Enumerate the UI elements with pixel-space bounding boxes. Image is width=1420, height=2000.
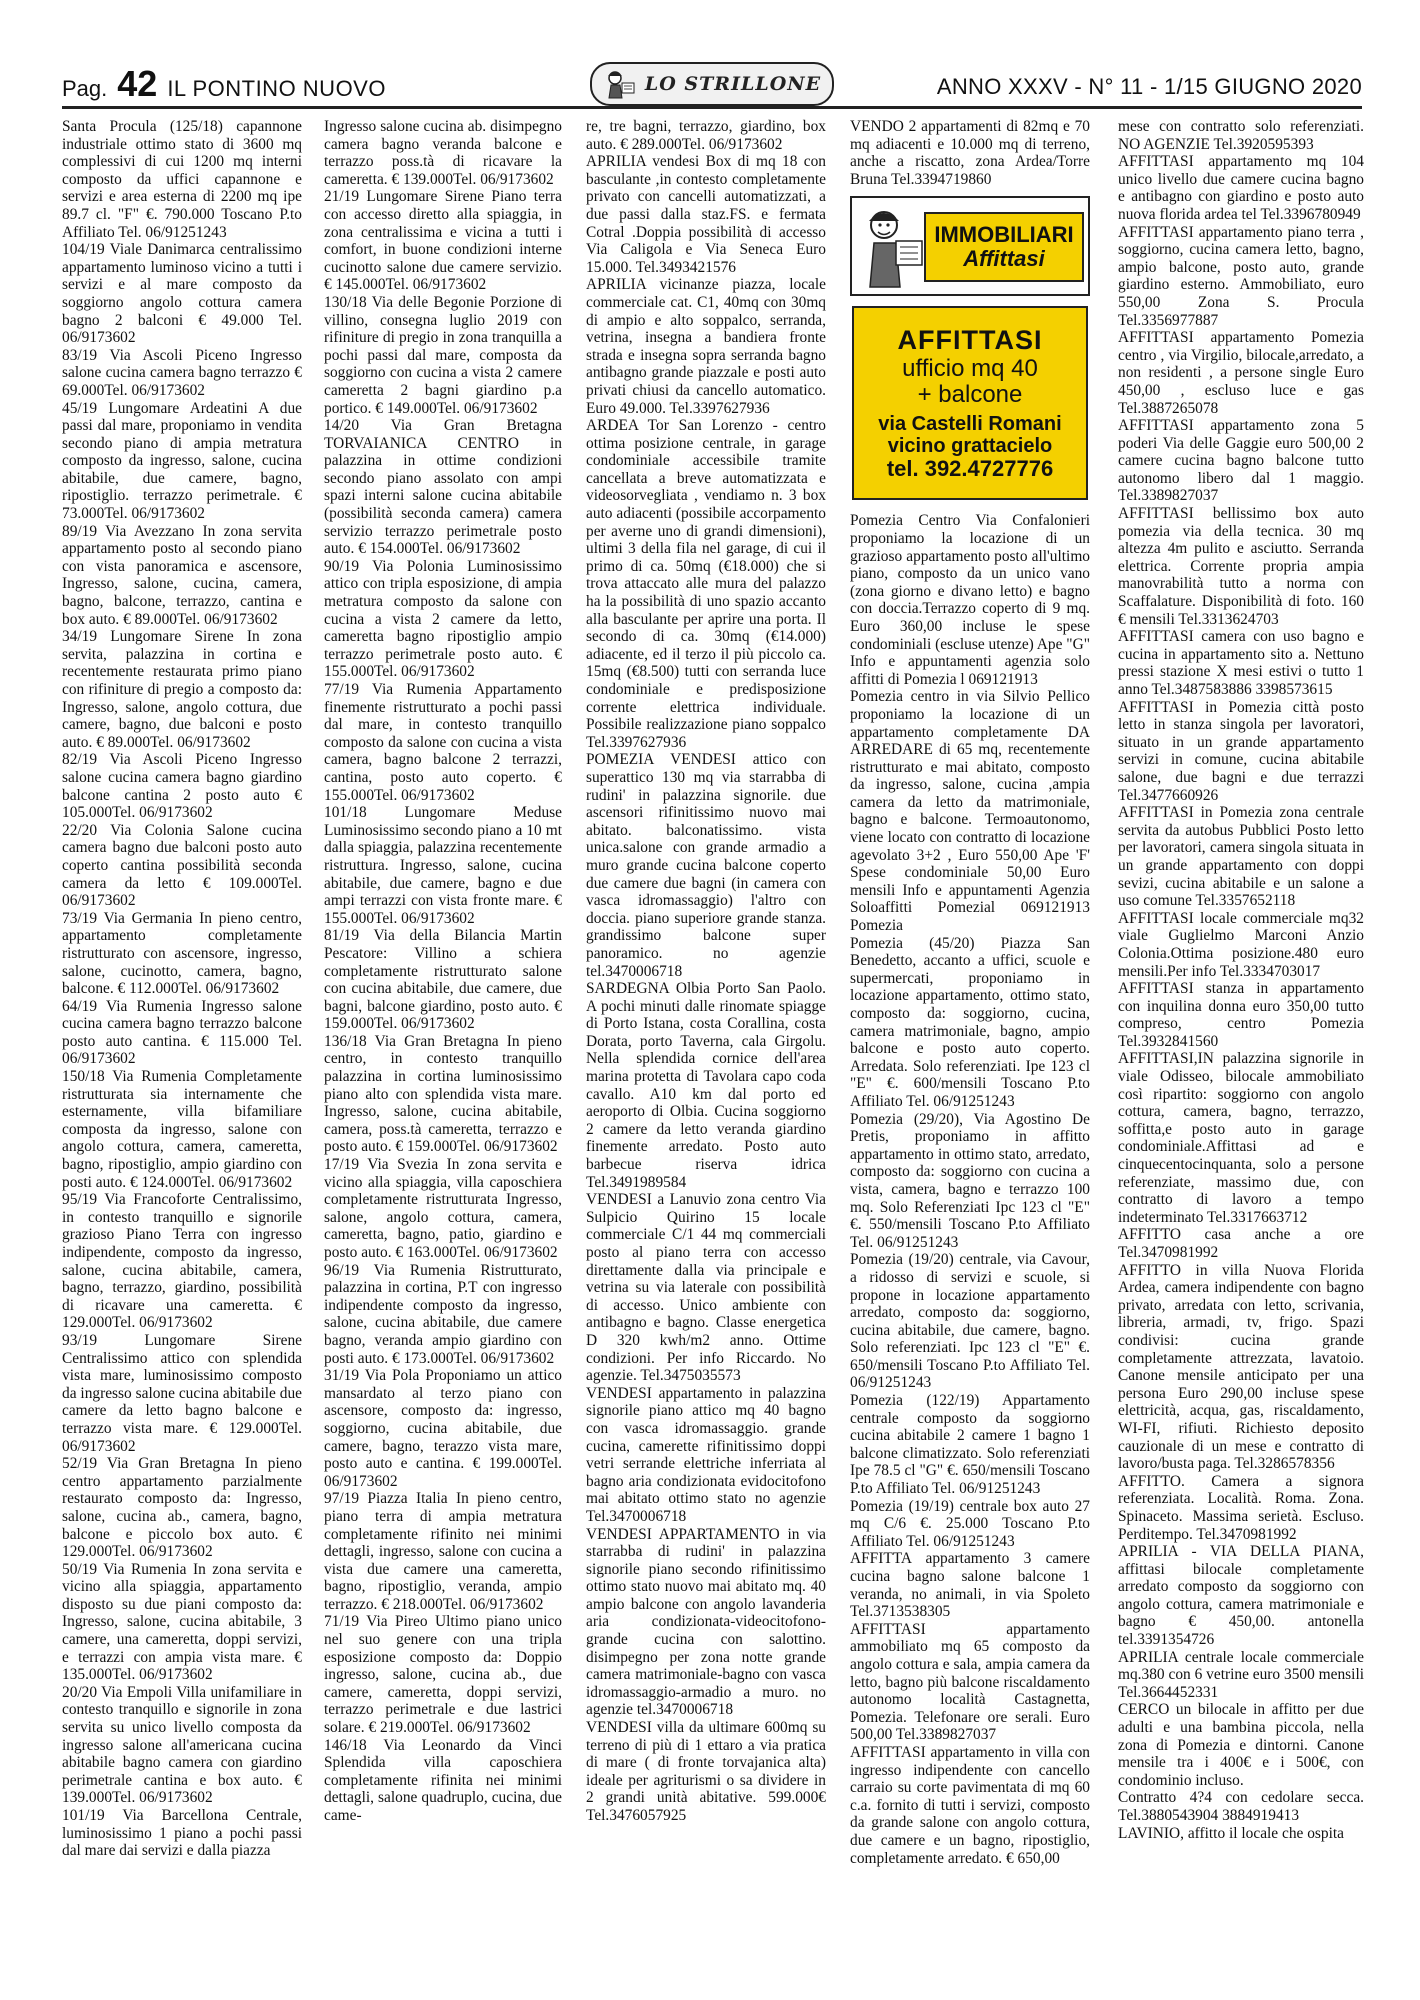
listing-entry: APRILIA centrale locale commerciale mq.380 con 6 vetrine euro 3500 mensili Tel.3664452331 xyxy=(1118,1648,1364,1701)
listings-column-2 xyxy=(324,118,562,1825)
listing-entry: AFFITTASI,IN palazzina signorile in viale Odisseo, bilocale ammobiliato così ripartito: soggiorno con angolo cottura, camera, bagno, terrazzo, soffitta,e posto auto in garage condominiale.Affittasi ad e cinquecentocinquanta, solo a persone referenziate, massimo due, con contratto di lavoro a tempo indeterminato Tel.3317663712 xyxy=(1118,1050,1364,1226)
logo-text: LO STRILLONE xyxy=(644,73,822,95)
listing-entry: 22/20 Via Colonia Salone cucina camera bagno due balconi posto auto coperto cantina possibilità seconda camera da letto € 109.000Tel. 06/9173602 xyxy=(62,821,302,910)
column-4 xyxy=(850,118,1090,1978)
listing-entry: AFFITTASI appartamento Pomezia centro , via Virgilio, bilocale,arredato, a non residenti , a persone single Euro 450,00 , escluso luce e gas Tel.3887265078 xyxy=(1118,329,1364,417)
listings-column-5 xyxy=(1118,118,1364,1842)
listing-entry: 104/19 Viale Danimarca centralissimo appartamento luminoso vicino a tutti i servizi e al mare composto da soggiorno angolo cottura camera bagno 2 balconi € 49.000 Tel. 06/9173602 xyxy=(62,241,302,347)
listing-entry: 101/18 Lungomare Meduse Luminosissimo secondo piano a 10 mt dalla spiaggia, palazzina recentemente ristruttura. Ingresso, salone, cucina abitabile, due camere, bagno e due ampi terrazzi con vista fronte mare. € 155.000Tel. 06/9173602 xyxy=(324,804,562,927)
column-5 xyxy=(1118,118,1364,1978)
office-rental-ad xyxy=(852,306,1088,500)
listing-entry: AFFITTO. Camera a signora referenziata. Località. Roma. Zona. Spinaceto. Massima serietà. Escluso. Perditempo. Tel.3470981992 xyxy=(1118,1472,1364,1543)
listing-entry: Contratto 4?4 con cedolare secca. Tel.3880543904 3884919413 xyxy=(1118,1789,1364,1824)
listing-entry: AFFITTASI in Pomezia zona centrale servita da autobus Pubblici Posto letto per lavoratori, camera singola situata in un grande appartamento con doppi sevizi, cucina abitabile e un salone a uso comune Tel.3357652118 xyxy=(1118,804,1364,910)
ad-title: AFFITTASI xyxy=(897,325,1043,356)
listing-entry: 31/19 Via Pola Proponiamo un attico mansardato al terzo piano con ascensore, composto da: ingresso, soggiorno, cucina abitabile, due camere, bagno, terazzo vista mare, posto auto e cantina. € 199.000Tel. 06/9173602 xyxy=(324,1367,562,1490)
listing-entry: 89/19 Via Avezzano In zona servita appartamento posto al secondo piano con vista panoramica e ascensore, Ingresso, salone, cucina, camera, bagno, balcone, terrazzo, cantina e box auto. € 89.000Tel. 06/9173602 xyxy=(62,522,302,628)
listing-entry: Pomezia Centro Via Confalonieri proponiamo la locazione di un grazioso appartamento posto all'ultimo piano, composto da un unico vano (zona giorno e divano letto) e bagno con doccia.Terrazzo coperto di 9 mq. Euro 360,00 incluse le spese condominiali (escluse utenze) Ape "G" Info e appuntamenti agenzia solo affitti di Pomezia l 069121913 xyxy=(850,512,1090,688)
listing-entry: VENDESI APPARTAMENTO in via starrabba di rudini' in palazzina signorile piano secondo rifinitissimo ottimo stato nuovo mai abitato mq. 40 ampio balcone con angolo lavanderia aria condizionata-videocitofono- grande cucina con salottino. disimpegno per zona notte grande camera matrimoniale-bagno con vasca idromassaggio-armadio a muro. no agenzie tel.3470006718 xyxy=(586,1525,826,1719)
listing-entry: 95/19 Via Francoforte Centralissimo, in contesto tranquillo e signorile grazioso Piano Terra con ingresso indipendente, composto da ingresso, salone, cucina abitabile, camera, bagno, terrazzo, giardino, possibilità di ricavare una cameretta. € 129.000Tel. 06/9173602 xyxy=(62,1191,302,1332)
listing-entry: Ingresso salone cucina ab. disimpegno camera bagno veranda balcone e terrazzo poss.tà di ricavare la cameretta. € 139.000Tel. 06/9173602 xyxy=(324,118,562,188)
page-number: 42 xyxy=(117,63,158,104)
listing-entry: 97/19 Piazza Italia In pieno centro, piano terra di ampia metratura completamente rifinito nei minimi dettagli, ingresso, salone con cucina a vista due camere una cameretta, bagno, ripostiglio, veranda, ampio terrazzo. € 218.000Tel. 06/9173602 xyxy=(324,1490,562,1613)
listing-entry: Pomezia (29/20), Via Agostino De Pretis, proponiamo in affitto appartamento in ottimo stato, arredato, composto da: soggiorno con cucina a vista, camera, bagno e terrazzo 100 mq. Solo Referenziati Ipc 123 cl "E" €. 550/mensili Toscano P.to Affiliato Tel. 06/91251243 xyxy=(850,1110,1090,1251)
listing-entry: Pomezia (19/20) centrale, via Cavour, a ridosso di servizi e scuole, si propone in locazione appartamento arredato, composto da: soggiorno, cucina abitabile, due camere, bagno. Solo referenziati. Ipc 123 cl "E" €. 650/mensili Toscano P.to Affiliato Tel. 06/91251243 xyxy=(850,1251,1090,1392)
listing-entry: Santa Procula (125/18) capannone industriale ottimo stato di 3600 mq complessivi di cui 1200 mq interni composto da uffici capannone e servizi e area esterna di 2200 mq ipe 89.7 cl. "F" €. 790.000 Toscano P.to Affiliato Tel. 06/91251243 xyxy=(62,118,302,241)
page-label: Pag. xyxy=(62,76,108,101)
listing-entry: Pomezia centro in via Silvio Pellico proponiamo la locazione di un appartamento completamente DA ARREDARE di 65 mq, recentemente ristrutturato e mai abitato, composto da ingresso, salone, cucina ,ampia camera da letto da matrimoniale, bagno e balcone. Termoautonomo, viene locato con contratto di locazione agevolato 3+2 , Euro 550,00 Ape 'F' Spese condominiale 50,00 Euro mensili Info e appuntamenti Agenzia Soloaffitti Pomezial 069121913 Pomezia xyxy=(850,688,1090,935)
newsboy-icon xyxy=(856,203,926,289)
listing-entry: 146/18 Via Leonardo da Vinci Splendida villa caposchiera completamente rifinita nei minimi dettagli, salone quadruplo, cucina, due came- xyxy=(324,1736,562,1824)
strillone-logo xyxy=(590,62,834,106)
listing-entry: 136/18 Via Gran Bretagna In pieno centro, in contesto tranquillo palazzina in cortina luminosissimo piano alto con splendida vista mare. Ingresso, salone, cucina abitabile, camera, poss.tà cameretta, terrazzo e posto auto. € 159.000Tel. 06/9173602 xyxy=(324,1032,562,1156)
newspaper-name: IL PONTINO NUOVO xyxy=(167,76,386,101)
listing-entry: 17/19 Via Svezia In zona servita e vicino alla spiaggia, villa caposchiera completamente ristrutturata Ingresso, salone, angolo cottura, camera, cameretta, bagno, patio, giardino e posto auto. € 163.000Tel. 06/9173602 xyxy=(324,1156,562,1261)
listing-entry: AFFITTASI in Pomezia città posto letto in stanza singola per lavoratori, situato in un grande appartamento servizi in comune, cucina abitabile salone, due bagni e due terrazzi Tel.3477660926 xyxy=(1118,698,1364,804)
listing-entry: SARDEGNA Olbia Porto San Paolo. A pochi minuti dalle rinomate spiagge di Porto Istana, costa Corallina, costa Dorata, porto Taverna, cala Girgolu. Nella splendida cornice dell'area marina protetta di Tavolara capo coda cavallo. A10 km dal porto ed aeroporto di Olbia. Cucina soggiorno 2 camere da letto veranda giardino finemente arredato. Posto auto barbecue riserva idrica Tel.3491989584 xyxy=(586,980,826,1191)
issue-info: ANNO XXXV - N° 11 - 1/15 GIUGNO 2020 xyxy=(936,74,1362,99)
column-1 xyxy=(62,118,302,1978)
listing-entry: AFFITTASI bellissimo box auto pomezia via della tecnica. 30 mq altezza 4m pulito e asciutto. Serranda elettrica. Corrente propria ampia manovrabilità tutto a norma con Scaffalature. Disponibilità di foto. 160 € mensili Tel.3313624703 xyxy=(1118,505,1364,628)
listing-entry: AFFITTASI appartamento piano terra , soggiorno, cucina camera letto, bagno, ampio balcone, posto auto, grande giardino esterno. Ammobiliato, euro 550,00 Zona S. Procula Tel.3356977887 xyxy=(1118,223,1364,329)
listing-entry: LAVINIO, affitto il locale che ospita xyxy=(1118,1824,1344,1842)
listing-entry: 71/19 Via Pireo Ultimo piano unico nel suo genere con una tripla esposizione composto da: Doppio ingresso, salone, cucina ab., due camere, cameretta, doppi servizi, terrazzo perimetrale e due lastrici solare. € 219.000Tel. 06/9173602 xyxy=(324,1613,562,1737)
listing-entry: 64/19 Via Rumenia Ingresso salone cucina camera bagno terrazzo balcone posto auto cantina. € 115.000 Tel. 06/9173602 xyxy=(62,997,302,1068)
listing-entry: VENDESI appartamento in palazzina signorile piano attico mq 40 bagno con vasca idromassaggio. grande cucina, camerette rifinitissimo doppi vetri serrande elettriche inferriata al bagno aria condizionata evidocitofono mai abitato ottimo stato no agenzie Tel.3470006718 xyxy=(586,1384,826,1525)
column-3 xyxy=(586,118,826,1978)
listing-entry: APRILIA vendesi Box di mq 18 con basculante ,in contesto completamente privato con cancelli automatizzati, a due passi dalla staz.FS. e fermata Cotral .Doppia possibilità di accesso Via Caligola e Via Seneca Euro 15.000. Tel.3493421576 xyxy=(586,153,826,276)
listing-entry: re, tre bagni, terrazzo, giardino, box auto. € 289.000Tel. 06/9173602 xyxy=(586,118,826,153)
listing-entry: 14/20 Via Gran Bretagna TORVAIANICA CENTRO in palazzina in ottime condizioni secondo piano assolato con ampi spazi interni salone cucina abitabile (possibilità seconda camera) camera servizio terrazzo perimetrale posto auto. € 154.000Tel. 06/9173602 xyxy=(324,417,562,558)
listing-entry: AFFITTO casa anche a ore Tel.3470981992 xyxy=(1118,1226,1364,1261)
listing-entry: 82/19 Via Ascoli Piceno Ingresso salone cucina camera bagno giardino balcone cantina 2 posto auto € 105.000Tel. 06/9173602 xyxy=(62,751,302,822)
listing-entry: VENDESI a Lanuvio zona centro Via Sulpicio Quirino 15 locale commerciale C/1 44 mq commerciali posto al piano terra con accesso direttamente dalla via principale e vetrina su via laterale con possibilità di accesso. Unico ambiente con antibagno e bagno. Classe energetica D 320 kwh/m2 anno. Ottime condizioni. Per info Riccardo. No agenzie. Tel.3475035573 xyxy=(586,1191,826,1385)
listing-entry: 130/18 Via delle Begonie Porzione di villino, consegna luglio 2019 con rifiniture di pregio in zona tranquilla a pochi passi dal mare, composta da soggiorno con cucina a vista 2 camere cameretta 2 bagni giardino p.a portico. € 149.000Tel. 06/9173602 xyxy=(324,293,562,417)
newsboy-icon xyxy=(603,69,637,99)
ad-extra: + balcone xyxy=(917,381,1023,409)
header-left xyxy=(62,63,386,106)
listing-entry: CERCO un bilocale in affitto per due adulti e una bambina piccola, nella zona di Pomezia e dintorni. Canone mensile tra i 400€ e i 500€, con condominio incluso. xyxy=(1118,1701,1364,1789)
listing-entry: AFFITTASI locale commerciale mq32 viale Guglielmo Marconi Anzio Colonia.Ottima posizione.480 euro mensili.Per info Tel.3334703017 xyxy=(1118,909,1364,980)
listing-entry: 20/20 Via Empoli Villa unifamiliare in contesto tranquillo e signorile in zona servita su unico livello composta da ingresso salone all'americana cucina abitabile bagno camera con giardino perimetrale cantina e box auto. € 139.000Tel. 06/9173602 xyxy=(62,1683,302,1807)
listing-entry: Pomezia (45/20) Piazza San Benedetto, accanto a uffici, scuole e supermercati, proponiamo in locazione appartamento, ottimo stato, composto da: soggiorno, cucina, camera matrimoniale, bagno, ampio balcone e posto auto coperto. Arredata. Solo referenziati. Ipe 123 cl "E" €. 600/mensili Toscano P.to Affiliato Tel. 06/91251243 xyxy=(850,934,1090,1110)
listing-entry: APRILIA vicinanze piazza, locale commerciale cat. C1, 40mq con 30mq di ampio e alto soppalco, serranda, vetrina, insegna a bandiera fronte strada e insegna sopra serranda bagno antibagno grande piazzale e posti auto privati chiusi da cancello automatico. Euro 49.000. Tel.3397627936 xyxy=(586,276,826,417)
listing-entry: AFFITTA appartamento 3 camere cucina bagno salone balcone 1 veranda, no animali, in via Spoleto Tel.3713538305 xyxy=(850,1550,1090,1621)
listing-entry: 83/19 Via Ascoli Piceno Ingresso salone cucina camera bagno terrazzo € 69.000Tel. 06/9173602 xyxy=(62,346,302,399)
listing-entry: AFFITTASI camera con uso bagno e cucina in appartamento sito a. Nettuno pressi stazione X mesi estivi o tutto 1 anno Tel.3487583886 3398573615 xyxy=(1118,628,1364,698)
ad-size: ufficio mq 40 xyxy=(902,354,1038,382)
listing-entry: AFFITTO in villa Nuova Florida Ardea, camera indipendente con bagno privato, arredata con letto, scrivania, libreria, armadi, tv, frigo. Spazi condivisi: cucina grande completamente attrezzata, lavatoio. Canone mensile anticipato per una persona Euro 290,00 incluse spese elettricità, acqua, gas, riscaldamento, WI-FI, rifiuti. Richiesto deposito cauzionale di un mese e contratto di lavoro/busta paga. Tel.3286578356 xyxy=(1118,1261,1364,1473)
listings-column-4b xyxy=(850,512,1090,1867)
listing-entry: AFFITTASI appartamento mq 104 unico livello due camere cucina bagno e antibagno con giardino e posto auto nuova florida ardea tel Tel.3396780949 xyxy=(1118,153,1364,223)
listing-entry: Pomezia (19/19) centrale box auto 27 mq C/6 €. 25.000 Toscano P.to Affiliato Tel. 06/91251243 xyxy=(850,1497,1090,1550)
listing-entry: ARDEA Tor San Lorenzo - centro ottima posizione centrale, in garage condominiale accessibile tramite cancellata a breve automatizzata e videosorvegliata , vendiamo n. 3 box auto adiacenti (possibile accorpamento per averne uno di grandi dimensioni), ultimi 3 della fila nel garage, di cui il primo di ca. 50mq (€18.000) che si trova attaccato alle mura del palazzo ha la possibilità di uno spazio accanto alla basculante per aprire una porta. Il secondo di ca. 30mq (€14.000) adiacente, ed il terzo il più piccolo ca. 15mq (€8.500) tutti con serranda luce condominiale e predisposizione corrente elettrica individuale. Possibile realizzazione piano soppalco Tel.3397627936 xyxy=(586,417,826,751)
listing-entry: 101/19 Via Barcellona Centrale, luminosissimo 1 piano a pochi passi dal mare dai servizi e dalla piazza xyxy=(62,1807,302,1860)
listing-entry: 34/19 Lungomare Sirene In zona servita, palazzina in cortina e recentemente restaurata primo piano con rifiniture di pregio a composto da: Ingresso, salone, angolo cottura, due camere, bagno, due balconi e posto auto. € 89.000Tel. 06/9173602 xyxy=(62,628,302,751)
banner-label xyxy=(924,212,1084,282)
listing-entry: 21/19 Lungomare Sirene Piano terra con accesso diretto alla spiaggia, in zona centralissima e vicina a tutti i comfort, in buone condizioni interne cucinotto salone due camere servizio. € 145.000Tel. 06/9173602 xyxy=(324,188,562,294)
listing-entry: 77/19 Via Rumenia Appartamento finemente ristrutturato a pochi passi dal mare, in contesto tranquillo composto da salone con cucina a vista camera, bagno balcone 2 terrazzi, cantina, posto auto coperto. € 155.000Tel. 06/9173602 xyxy=(324,681,562,804)
column-2 xyxy=(324,118,562,1978)
listing-entry: mese con contratto solo referenziati. NO AGENZIE Tel.3920595393 xyxy=(1118,118,1364,153)
listing-entry: AFFITTASI appartamento ammobiliato mq 65 composto da angolo cottura e sala, ampia camera da letto, bagno più balcone riscaldamento autonomo località Castagnetta, Pomezia. Telefonare ore serali. Euro 500,00 Tel.3389827037 xyxy=(850,1620,1090,1744)
listing-entry: POMEZIA VENDESI attico con superattico 130 mq via starrabba di rudini' in palazzina signorile. due ascensori rifinitissimo nuovo mai abitato. balconatissimo. vista unica.salone con grande armadio a muro grande cucina balcone coperto due camere due bagni (in camera con vasca idromassaggio) l'altro con doccia. piano superiore grande stanza. grandissimo balcone super panoramico. no agenzie tel.3470006718 xyxy=(586,751,826,980)
listing-entry: 81/19 Via della Bilancia Martin Pescatore: Villino a schiera completamente ristrutturato salone con cucina abitabile, due camere, due bagni, balcone giardino, posto auto. € 159.000Tel. 06/9173602 xyxy=(324,927,562,1033)
listing-entry: 150/18 Via Rumenia Completamente ristrutturata sia internamente che esternamente, villa bifamiliare composta da ingresso, salone con angolo cottura, camera, cameretta, bagno, ripostiglio, ampio giardino con posti auto. € 124.000Tel. 06/9173602 xyxy=(62,1068,302,1191)
immobiliari-banner xyxy=(850,196,1090,296)
listing-entry: VENDESI villa da ultimare 600mq su terreno di più di 1 ettaro a via pratica di mare ( di fronte torvajanica alta) ideale per agriturismi o sa dividere in 2 grandi unità abitative. 599.000€ Tel.3476057925 xyxy=(586,1719,826,1824)
listing-entry: AFFITTASI stanza in appartamento con inquilina donna euro 350,00 tutto compreso, centro Pomezia Tel.3932841560 xyxy=(1118,980,1364,1050)
listing-entry: 93/19 Lungomare Sirene Centralissimo attico con splendida vista mare, luminosissimo composto da ingresso salone cucina abitabile due camere da letto bagno balcone e terrazzo vista mare. € 129.000Tel. 06/9173602 xyxy=(62,1331,302,1455)
listing-entry: 90/19 Via Polonia Luminosissimo attico con tripla esposizione, di ampia metratura composto da salone con cucina a vista 2 camere da letto, cameretta bagno ripostiglio ampio terrazzo perimetrale posto auto. € 155.000Tel. 06/9173602 xyxy=(324,557,562,681)
listing-entry: 96/19 Via Rumenia Ristrutturato, palazzina in cortina, P.T con ingresso indipendente composto da ingresso, salone, cucina abitabile, due camere bagno, veranda ampio giardino con posti auto. € 173.000Tel. 06/9173602 xyxy=(324,1261,562,1367)
ad-phone: tel. 392.4727776 xyxy=(886,455,1054,481)
listing-entry: AFFITTASI appartamento zona 5 poderi Via delle Gaggie euro 500,00 2 camere cucina bagno balcone tutto autonomo libero dal 1 maggio. Tel.3389827037 xyxy=(1118,417,1364,505)
listing-entry: 73/19 Via Germania In pieno centro, appartamento completamente ristrutturato con ascensore, ingresso, salone, cucinotto, camera, bagno, balcone. € 112.000Tel. 06/9173602 xyxy=(62,909,302,998)
listings-column-4a xyxy=(850,118,1090,188)
listing-entry: 52/19 Via Gran Bretagna In pieno centro appartamento parzialmente restaurato composto da: Ingresso, salone, cucina ab., camera, bagno, balcone e piccolo box auto. € 129.000Tel. 06/9173602 xyxy=(62,1455,302,1561)
listing-entry: 50/19 Via Rumenia In zona servita e vicino alla spiaggia, appartamento disposto su due piani composto da: Ingresso, salone, cucina abitabile, 3 camere, una cameretta, doppi servizi, e terrazzi con ampia vista mare. € 135.000Tel. 06/9173602 xyxy=(62,1560,302,1684)
banner-title: IMMOBILIARI xyxy=(934,222,1074,248)
listing-entry: VENDO 2 appartamenti di 82mq e 70 mq adiacenti e 10.000 mq di terreno, anche a riscatto, zona Ardea/Torre Bruna Tel.3394719860 xyxy=(850,118,1090,188)
listing-entry: AFFITTASI appartamento in villa con ingresso indipendente con cancello carraio su corte pavimentata di mq 60 c.a. fornito di tutti i servizi, composto da grande salone con angolo cottura, due camere e un bagno, ripostiglio, completamente arredato. € 650,00 xyxy=(850,1743,1090,1867)
listings-column-3 xyxy=(586,118,826,1825)
banner-subtitle: Affittasi xyxy=(963,246,1045,272)
listing-entry: 45/19 Lungomare Ardeatini A due passi dal mare, proponiamo in vendita secondo piano di ampia metratura composto da ingresso, salone, cucina abitabile, due camere, bagno, ripostiglio. terrazzo perimetrale. € 73.000Tel. 06/9173602 xyxy=(62,399,302,523)
listing-entry: APRILIA - VIA DELLA PIANA, affittasi bilocale completamente arredato composto da soggiorno con angolo cottura, camera matrimoniale e bagno € 450,00. antonella tel.3391354726 xyxy=(1118,1543,1364,1649)
listings-column-1 xyxy=(62,118,302,1860)
ad-street: via Castelli Romani xyxy=(878,412,1062,435)
ad-location: vicino grattacielo xyxy=(887,434,1053,457)
listing-entry: Pomezia (122/19) Appartamento centrale composto da soggiorno cucina abitabile 2 camere 1 bagno 1 balcone climatizzato. Solo referenziati Ipe 78.5 cl "G" €. 650/mensili Toscano P.to Affiliato Tel. 06/91251243 xyxy=(850,1392,1090,1498)
